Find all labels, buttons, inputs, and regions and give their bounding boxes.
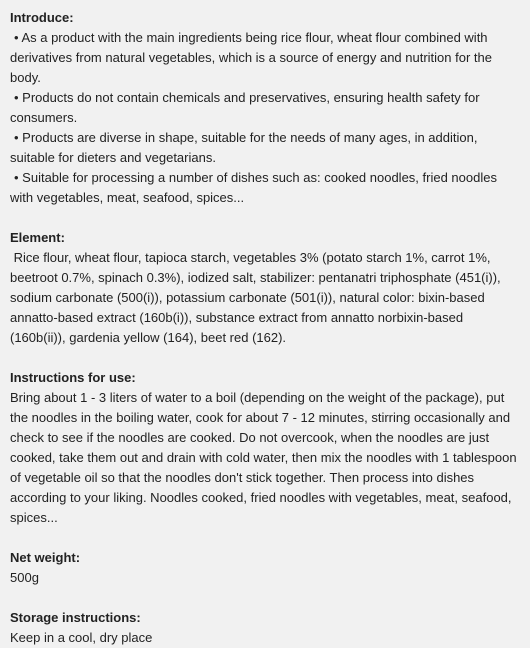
introduce-bullet (10, 128, 522, 168)
introduce-bullet (10, 88, 522, 128)
instructions-text: Bring about 1 - 3 liters of water to a boil (depending on the weight of the package), put the noodles in the boiling water, cook for about 7 - 12 minutes, stirring occasionally and check to see if the noodles are cooked. Do not overcook, when the noodles are just cooked, take them out and drain with cold water, then mix the noodles with 1 tablespoon of vegetable oil so that the noodles don't stick together. Then process into dishes according to your liking. Noodles cooked, fried noodles with vegetables, meat, seafood, spices... (10, 390, 517, 525)
element-heading: Element: (10, 230, 65, 245)
storage-value: Keep in a cool, dry place (10, 630, 153, 645)
introduce-bullet (10, 168, 522, 208)
introduce-bullet-text: Suitable for processing a number of dishes such as: cooked noodles, fried noodles with vegetables, meat, seafood, spices... (10, 170, 497, 205)
introduce-bullet-text: Products are diverse in shape, suitable for the needs of many ages, in addition, suitable for dieters and vegetarians. (10, 130, 478, 165)
element-ingredients: Rice flour, wheat flour, tapioca starch, vegetables 3% (potato starch 1%, carrot 1%, beetroot 0.7%, spinach 0.3%), iodized salt, stabilizer: pentanatri triphosphate (451(i)), sodium carbonate (500(i)), potassium carbonate (501(i)), natural color: bixin-based annatto-based extract (160b(i)), substance extract from annatto norbixin-based (160b(ii)), gardenia yellow (164), beet red (162). (10, 250, 501, 345)
bullet-dot: • (14, 90, 23, 105)
bullet-dot: • (14, 170, 23, 185)
introduce-heading: Introduce: (10, 10, 74, 25)
introduce-bullet-text: Products do not contain chemicals and preservatives, ensuring health safety for consumers. (10, 90, 480, 125)
net-weight-heading: Net weight: (10, 550, 81, 565)
net-weight-value: 500g (10, 570, 39, 585)
introduce-bullet (10, 28, 522, 88)
introduce-bullet-text: As a product with the main ingredients being rice flour, wheat flour combined with derivatives from natural vegetables, which is a source of energy and nutrition for the body. (10, 30, 492, 85)
bullet-dot: • (14, 30, 22, 45)
storage-heading: Storage instructions: (10, 610, 141, 625)
element-text (10, 248, 522, 348)
bullet-dot: • (14, 130, 23, 145)
instructions-heading: Instructions for use: (10, 370, 136, 385)
